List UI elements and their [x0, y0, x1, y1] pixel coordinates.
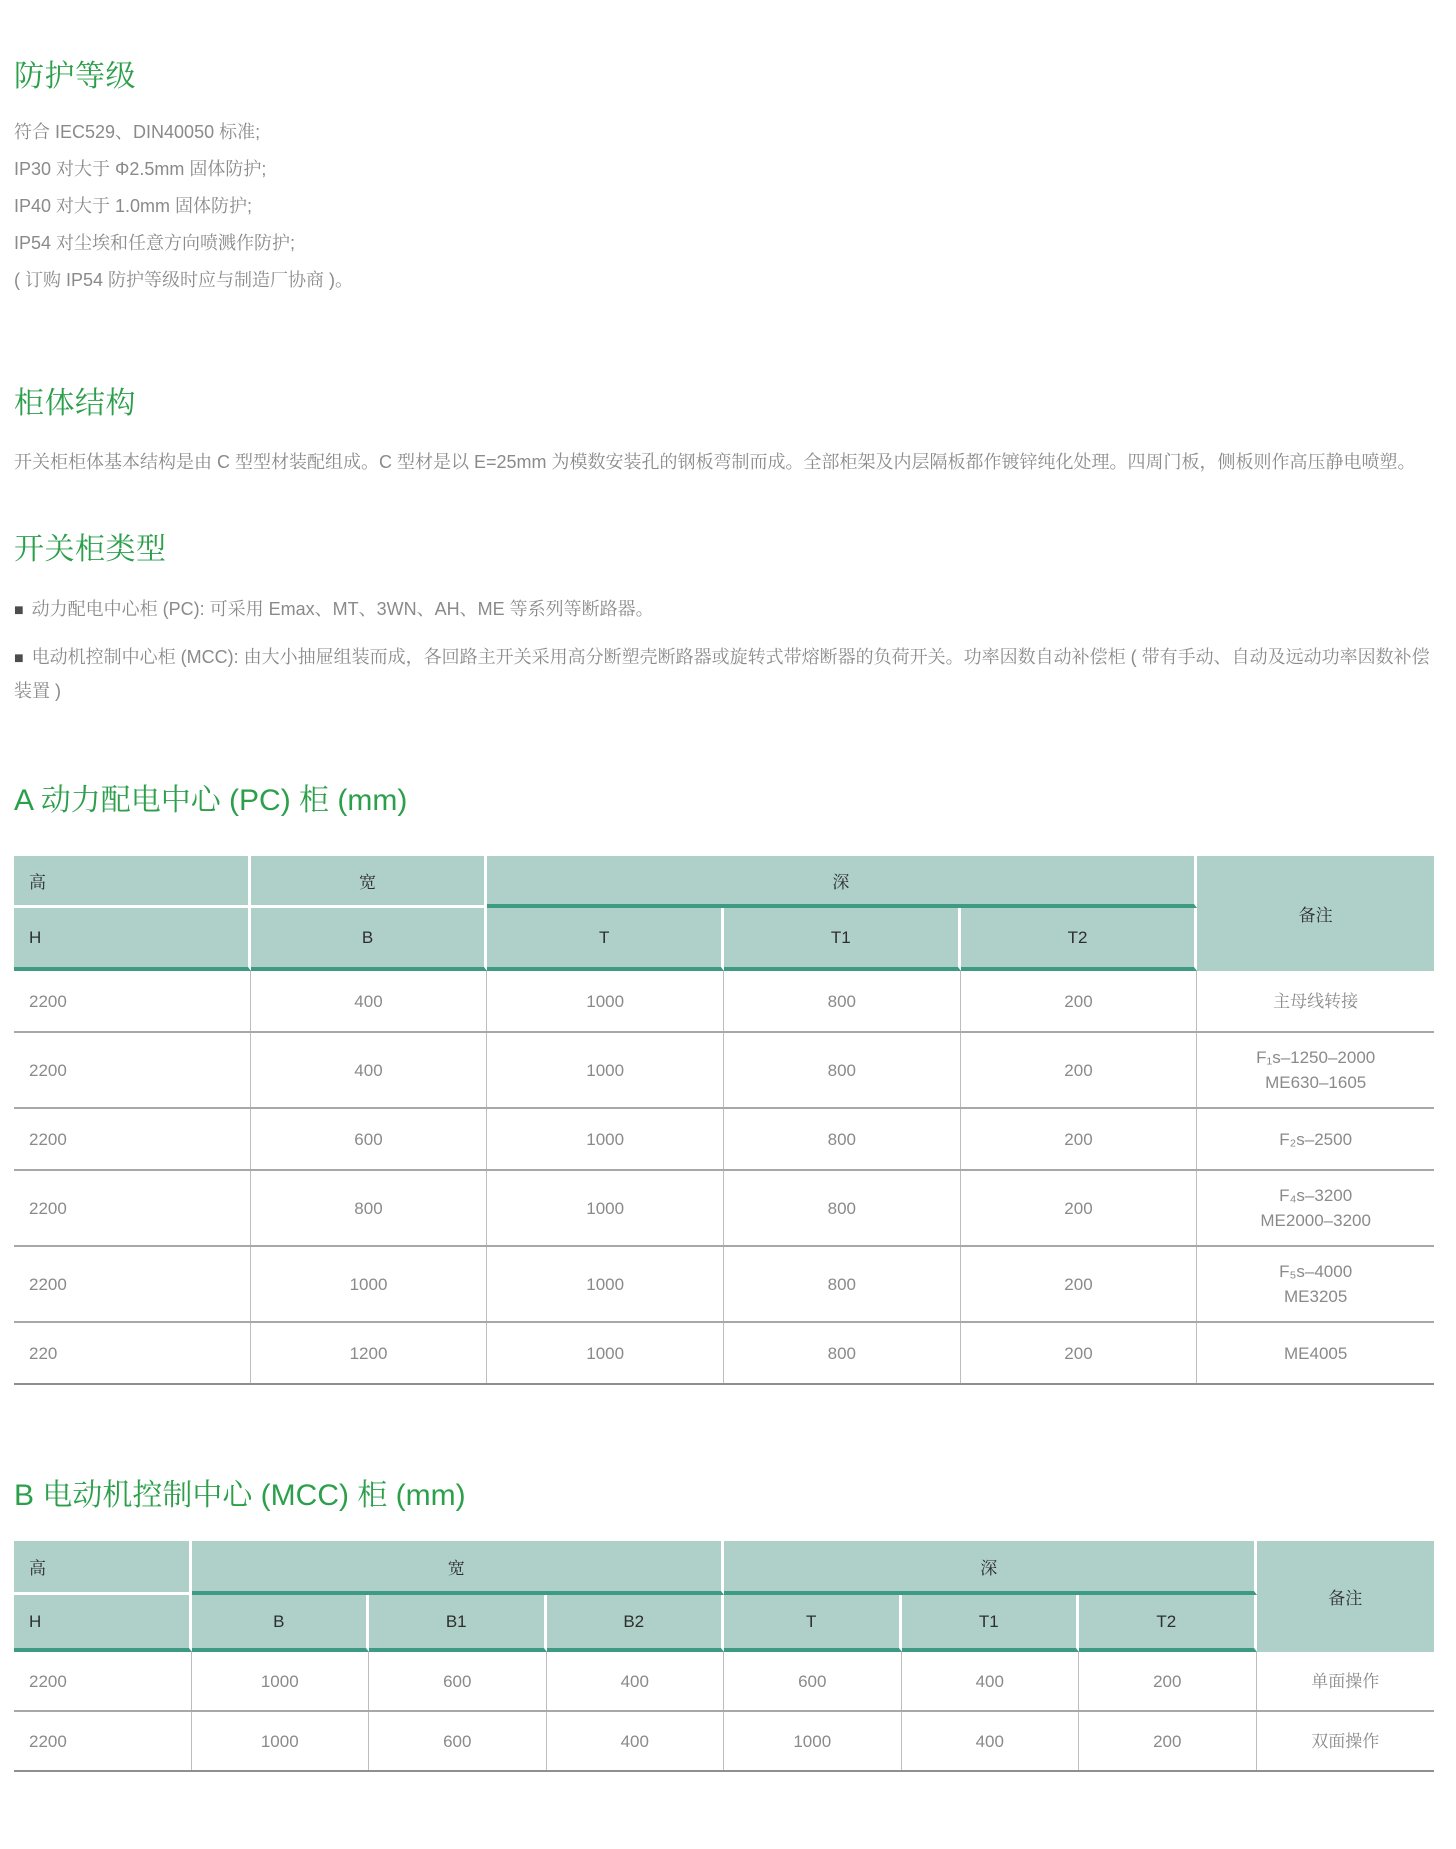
mcc-header-width: 宽	[192, 1541, 725, 1595]
remark-line: F₄s–3200	[1279, 1186, 1353, 1205]
pc-header-remark: 备注	[1197, 856, 1434, 971]
protection-line-ip40: IP40 对大于 1.0mm 固体防护;	[14, 196, 253, 216]
dimension-cell: 800	[724, 1033, 961, 1107]
pc-header-depth: 深	[487, 856, 1197, 908]
pc-table-title: A 动力配电中心 (PC) 柜 (mm)	[14, 784, 408, 817]
remark-line: 双面操作	[1311, 1731, 1380, 1751]
dimension-cell: 600	[369, 1652, 547, 1710]
dimension-cell: 600	[724, 1652, 902, 1710]
remark-cell	[1197, 1171, 1434, 1245]
mcc-header-height: 高	[14, 1541, 192, 1595]
dimension-cell: 800	[724, 1247, 961, 1321]
dimension-cell: 2200	[14, 1652, 192, 1710]
square-bullet-icon: ■	[14, 650, 24, 667]
mcc-subheader-t: T	[724, 1595, 902, 1652]
remark-line: ME3205	[1284, 1287, 1348, 1306]
remark-line: F₅s–4000	[1279, 1262, 1353, 1281]
dimension-cell: 1000	[487, 1033, 724, 1107]
dimension-cell: 200	[961, 1171, 1198, 1245]
pc-table-row	[14, 1109, 1434, 1171]
pc-table-row	[14, 1171, 1434, 1247]
dimension-cell: 2200	[14, 1712, 192, 1770]
bullet-text-mcc: 电动机控制中心柜 (MCC): 由大小抽屉组装而成，各回路主开关采用高分断塑壳断路器或旋转式带熔断器的负荷开关。功率因数自动补偿柜 ( 带有手动、自动及远动功率因数补偿装置 )	[14, 647, 1430, 701]
dimension-cell: 400	[902, 1712, 1080, 1770]
remark-line: F₂s–2500	[1279, 1129, 1353, 1149]
dimension-cell: 2200	[14, 1171, 251, 1245]
pc-table-row	[14, 1323, 1434, 1385]
protection-line-ip54: IP54 对尘埃和任意方向喷溅作防护;	[14, 233, 296, 253]
section-title-protection: 防护等级	[14, 60, 136, 93]
pc-header-width: 宽	[251, 856, 488, 908]
mcc-table-row	[14, 1652, 1434, 1712]
dimension-cell: 400	[547, 1652, 725, 1710]
remark-cell	[1197, 1323, 1434, 1383]
mcc-subheader-t2: T2	[1079, 1595, 1257, 1652]
dimension-cell: 1000	[192, 1652, 370, 1710]
dimension-cell: 800	[724, 1109, 961, 1169]
pc-table-body	[14, 971, 1434, 1385]
pc-subheader-t1: T1	[724, 908, 961, 971]
dimension-cell: 1000	[487, 971, 724, 1031]
dimension-cell: 200	[961, 1109, 1198, 1169]
mcc-table-row	[14, 1712, 1434, 1772]
dimension-cell: 200	[961, 971, 1198, 1031]
remark-line: ME4005	[1284, 1343, 1348, 1363]
remark-line: F₁s–1250–2000	[1256, 1048, 1376, 1067]
remark-cell	[1197, 1109, 1434, 1169]
dimension-cell: 200	[1079, 1652, 1257, 1710]
section-title-structure: 柜体结构	[14, 387, 136, 420]
remark-cell	[1197, 971, 1434, 1031]
pc-table-header	[14, 856, 1434, 971]
bullet-text-pc: 动力配电中心柜 (PC): 可采用 Emax、MT、3WN、AH、ME 等系列等断路器。	[31, 599, 654, 619]
dimension-cell: 2200	[14, 971, 251, 1031]
dimension-cell: 200	[961, 1323, 1198, 1383]
dimension-cell: 2200	[14, 1109, 251, 1169]
dimension-cell: 1000	[487, 1109, 724, 1169]
pc-subheader-b: B	[251, 908, 488, 971]
dimension-cell: 200	[961, 1033, 1198, 1107]
pc-header-height: 高	[14, 856, 251, 908]
dimension-cell: 2200	[14, 1247, 251, 1321]
dimension-cell: 220	[14, 1323, 251, 1383]
dimension-cell: 400	[251, 971, 488, 1031]
dimension-cell: 400	[251, 1033, 488, 1107]
dimension-cell: 200	[961, 1247, 1198, 1321]
remark-cell	[1197, 1033, 1434, 1107]
protection-line-order-note: ( 订购 IP54 防护等级时应与制造厂协商 )。	[14, 270, 354, 290]
dimension-cell: 400	[902, 1652, 1080, 1710]
pc-table-row	[14, 1247, 1434, 1323]
dimension-cell: 800	[251, 1171, 488, 1245]
dimension-cell: 1000	[724, 1712, 902, 1770]
mcc-subheader-t1: T1	[902, 1595, 1080, 1652]
mcc-subheader-b: B	[192, 1595, 370, 1652]
pc-subheader-t2: T2	[961, 908, 1198, 971]
section-title-types: 开关柜类型	[14, 533, 167, 566]
remark-line: ME2000–3200	[1260, 1211, 1371, 1230]
remark-cell	[1257, 1712, 1435, 1770]
protection-line-standards: 符合 IEC529、DIN40050 标准;	[14, 122, 261, 142]
mcc-subheader-b2: B2	[547, 1595, 725, 1652]
mcc-table-body	[14, 1652, 1434, 1772]
pc-table	[14, 856, 1434, 1385]
dimension-cell: 1000	[192, 1712, 370, 1770]
dimension-cell: 200	[1079, 1712, 1257, 1770]
pc-table-row	[14, 971, 1434, 1033]
remark-line: ME630–1605	[1265, 1073, 1367, 1092]
pc-subheader-t: T	[487, 908, 724, 971]
bullet-item-mcc	[14, 641, 1434, 708]
bullet-item-pc	[14, 593, 1434, 627]
dimension-cell: 1000	[251, 1247, 488, 1321]
structure-paragraph: 开关柜柜体基本结构是由 C 型型材装配组成。C 型材是以 E=25mm 为模数安装孔的钢板弯制而成。全部柜架及内层隔板都作镀锌纯化处理。四周门板，侧板则作高压静电喷塑。	[14, 452, 1416, 472]
mcc-subheader-b1: B1	[369, 1595, 547, 1652]
remark-line: 单面操作	[1311, 1671, 1380, 1691]
remark-cell	[1257, 1652, 1435, 1710]
dimension-cell: 400	[547, 1712, 725, 1770]
dimension-cell: 600	[251, 1109, 488, 1169]
square-bullet-icon: ■	[14, 602, 24, 619]
mcc-table-header	[14, 1541, 1434, 1652]
pc-subheader-h: H	[14, 908, 251, 971]
dimension-cell: 1000	[487, 1323, 724, 1383]
dimension-cell: 2200	[14, 1033, 251, 1107]
dimension-cell: 800	[724, 1323, 961, 1383]
mcc-subheader-h: H	[14, 1595, 192, 1652]
dimension-cell: 1000	[487, 1171, 724, 1245]
remark-cell	[1197, 1247, 1434, 1321]
pc-table-row	[14, 1033, 1434, 1109]
dimension-cell: 800	[724, 1171, 961, 1245]
mcc-header-depth: 深	[724, 1541, 1257, 1595]
dimension-cell: 1000	[487, 1247, 724, 1321]
dimension-cell: 600	[369, 1712, 547, 1770]
dimension-cell: 1200	[251, 1323, 488, 1383]
protection-line-ip30: IP30 对大于 Φ2.5mm 固体防护;	[14, 159, 267, 179]
mcc-table-title: B 电动机控制中心 (MCC) 柜 (mm)	[14, 1479, 466, 1512]
mcc-header-remark: 备注	[1257, 1541, 1435, 1652]
remark-line: 主母线转接	[1273, 991, 1359, 1011]
dimension-cell: 800	[724, 971, 961, 1031]
mcc-table	[14, 1541, 1434, 1772]
